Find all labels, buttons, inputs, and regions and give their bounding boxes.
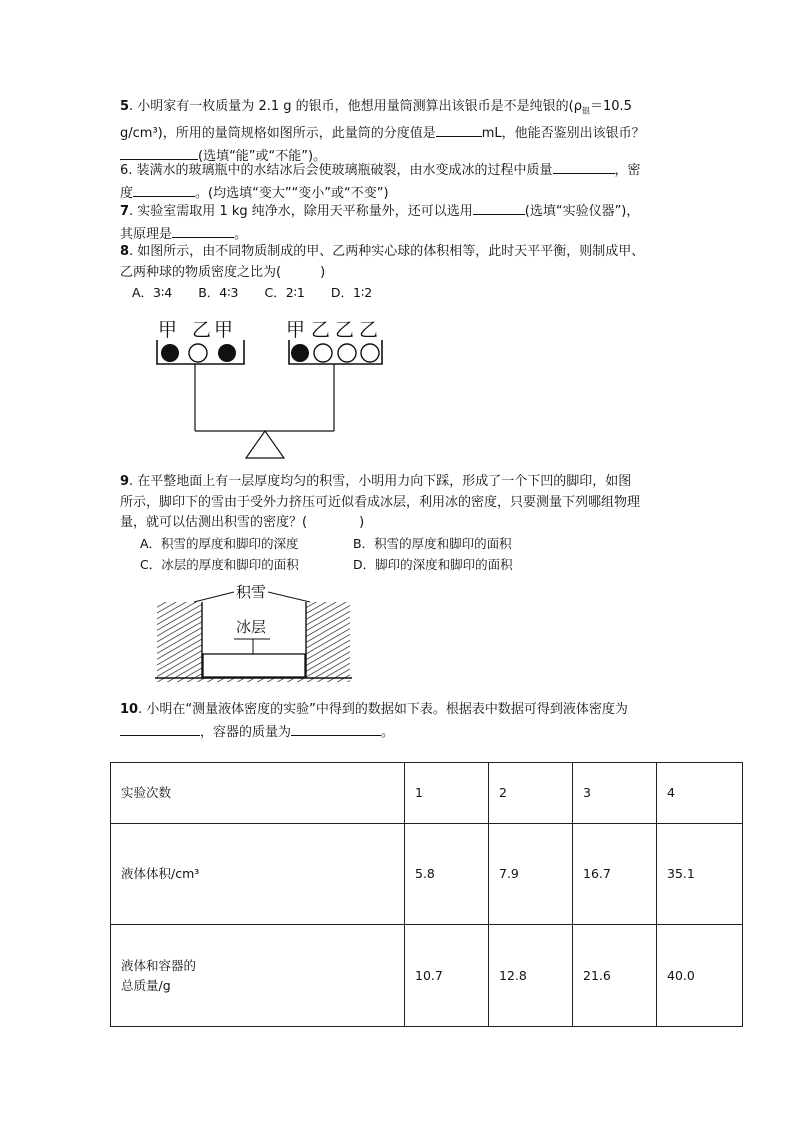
q8-option-a[interactable]: A．3∶4 xyxy=(132,285,173,300)
ice-layer xyxy=(203,654,305,677)
q8-options xyxy=(120,283,680,304)
right-ball-jia xyxy=(291,344,309,362)
q8-option-c[interactable]: C．2∶1 xyxy=(264,285,305,300)
q6-number: 6 xyxy=(120,163,129,178)
table-cell: 12.8 xyxy=(489,925,573,1027)
q7-text-line1b: (选填“实验仪器”)， xyxy=(524,204,640,219)
q10-text-line2a: ，容器的质量为 xyxy=(200,724,292,740)
left-snow-block xyxy=(157,602,202,678)
q5-rho-subscript: 银 xyxy=(581,106,590,116)
q7-text-line2a: 其原理是 xyxy=(120,226,173,242)
q10-blank-density[interactable] xyxy=(120,721,200,736)
q8-option-d[interactable]: D．1∶2 xyxy=(330,285,373,300)
q5-text-line3: (选填“能”或“不能”)。 xyxy=(198,148,327,164)
q9-text-line1: . 在平整地面上有一层厚度均匀的积雪，小明用力向下踩，形成了一个下凹的脚印，如图 xyxy=(129,474,632,489)
table-row-label: 液体体积/cm³ xyxy=(111,824,405,925)
right-ball-yi-3 xyxy=(361,344,379,362)
table-cell: 2 xyxy=(489,763,573,824)
left-ball-yi xyxy=(189,344,207,362)
q5-rho-value: ＝10.5 xyxy=(589,99,632,114)
table-cell: 40.0 xyxy=(657,925,743,1027)
left-ball-jia-1 xyxy=(161,344,179,362)
right-pan-label-4: 乙 xyxy=(359,319,379,341)
q10-text-line1: . 小明在“测量液体密度的实验”中得到的数据如下表。根据表中数据可得到液体密度为 xyxy=(138,702,628,717)
q5-text-line2a: g/cm³)，所用的量筒规格如图所示，此量筒的分度值是 xyxy=(120,126,436,142)
measurement-table xyxy=(110,762,743,1027)
q6-text-line1a: . 装满水的玻璃瓶中的水结冰后会使玻璃瓶破裂，由水变成冰的过程中质量 xyxy=(128,163,553,178)
q9-option-a[interactable]: A．积雪的厚度和脚印的深度 xyxy=(140,535,299,551)
table-row xyxy=(111,763,743,824)
table-cell: 16.7 xyxy=(573,824,657,925)
q10-blank-container-mass[interactable] xyxy=(291,721,381,736)
table-cell: 7.9 xyxy=(489,824,573,925)
table-row-label xyxy=(111,925,405,1027)
table-row-label: 实验次数 xyxy=(111,763,405,824)
right-pan-label-3: 乙 xyxy=(335,319,355,341)
q6-blank-density[interactable] xyxy=(133,182,195,197)
table-cell: 21.6 xyxy=(573,925,657,1027)
q9-options xyxy=(120,534,680,576)
question-7 xyxy=(120,200,680,245)
table-cell: 1 xyxy=(405,763,489,824)
question-10 xyxy=(120,700,680,743)
question-9 xyxy=(120,472,680,576)
q7-text-line2b: 。 xyxy=(234,226,248,242)
q6-text-line2b: 。(均选填“变大”“变小”或“不变”) xyxy=(195,185,389,201)
fulcrum-triangle xyxy=(246,431,284,458)
snow-label: 积雪 xyxy=(236,583,267,601)
table-row xyxy=(111,824,743,925)
snow-leader-right xyxy=(268,592,310,602)
q6-blank-mass[interactable] xyxy=(553,159,615,174)
right-ball-yi-1 xyxy=(314,344,332,362)
q8-text-line1: . 如图所示，由不同物质制成的甲、乙两种实心球的体积相等，此时天平平衡，则制成甲、 xyxy=(129,244,645,259)
q10-number: 10 xyxy=(120,702,139,717)
q5-number: 5 xyxy=(120,99,130,114)
question-8 xyxy=(120,242,680,304)
q9-option-b[interactable]: B．积雪的厚度和脚印的面积 xyxy=(353,535,512,551)
q6-text-line2a: 度 xyxy=(120,185,134,201)
q9-number: 9 xyxy=(120,474,130,489)
left-pan-label-3: 甲 xyxy=(214,319,234,341)
left-pan-label-1: 甲 xyxy=(158,319,178,341)
q5-text-line1: . 小明家有一枚质量为 2.1 g 的银币，他想用量筒测算出该银币是不是纯银的(ρ xyxy=(129,99,582,114)
right-snow-block xyxy=(306,602,350,678)
q8-number: 8 xyxy=(120,244,130,259)
snow-footprint-figure xyxy=(150,582,360,688)
left-ball-jia-2 xyxy=(218,344,236,362)
question-6 xyxy=(120,159,680,204)
table-row-label-text: 液体和容器的总质量/g xyxy=(121,957,197,993)
table-cell: 5.8 xyxy=(405,824,489,925)
q7-number: 7 xyxy=(120,204,130,219)
q6-text-line1b: ，密 xyxy=(614,163,641,178)
ground-hatch xyxy=(157,678,350,682)
table-cell: 35.1 xyxy=(657,824,743,925)
q10-text-line2b: 。 xyxy=(381,724,395,740)
balance-figure xyxy=(150,312,400,462)
table-cell: 3 xyxy=(573,763,657,824)
table-cell: 4 xyxy=(657,763,743,824)
snow-leader-left xyxy=(194,592,234,602)
q7-text-line1a: . 实验室需取用 1 kg 纯净水，除用天平称量外，还可以选用 xyxy=(129,204,473,219)
q7-blank-instrument[interactable] xyxy=(473,200,525,215)
q5-text-line2b: mL，他能否鉴别出该银币？ xyxy=(481,126,645,142)
ice-label: 冰层 xyxy=(236,618,267,636)
right-ball-yi-2 xyxy=(338,344,356,362)
table-row xyxy=(111,925,743,1027)
question-5 xyxy=(120,97,680,167)
table-cell: 10.7 xyxy=(405,925,489,1027)
q7-blank-principle[interactable] xyxy=(172,223,234,238)
q8-text-line2: 乙两种球的物质密度之比为( ) xyxy=(120,264,326,280)
left-pan-label-2: 乙 xyxy=(192,319,212,341)
q5-blank-can-identify[interactable] xyxy=(120,145,198,160)
q9-text-line3: 量，就可以估测出积雪的密度？( ) xyxy=(120,515,365,530)
right-pan-label-1: 甲 xyxy=(286,319,306,341)
right-pan-label-2: 乙 xyxy=(311,319,331,341)
q9-option-d[interactable]: D．脚印的深度和脚印的面积 xyxy=(353,557,513,572)
q9-text-line2: 所示，脚印下的雪由于受外力挤压可近似看成冰层，利用冰的密度，只要测量下列哪组物理 xyxy=(120,494,641,510)
q9-option-c[interactable]: C．冰层的厚度和脚印的面积 xyxy=(140,557,299,572)
q8-option-b[interactable]: B．4∶3 xyxy=(198,285,239,300)
q5-blank-division[interactable] xyxy=(436,122,482,137)
